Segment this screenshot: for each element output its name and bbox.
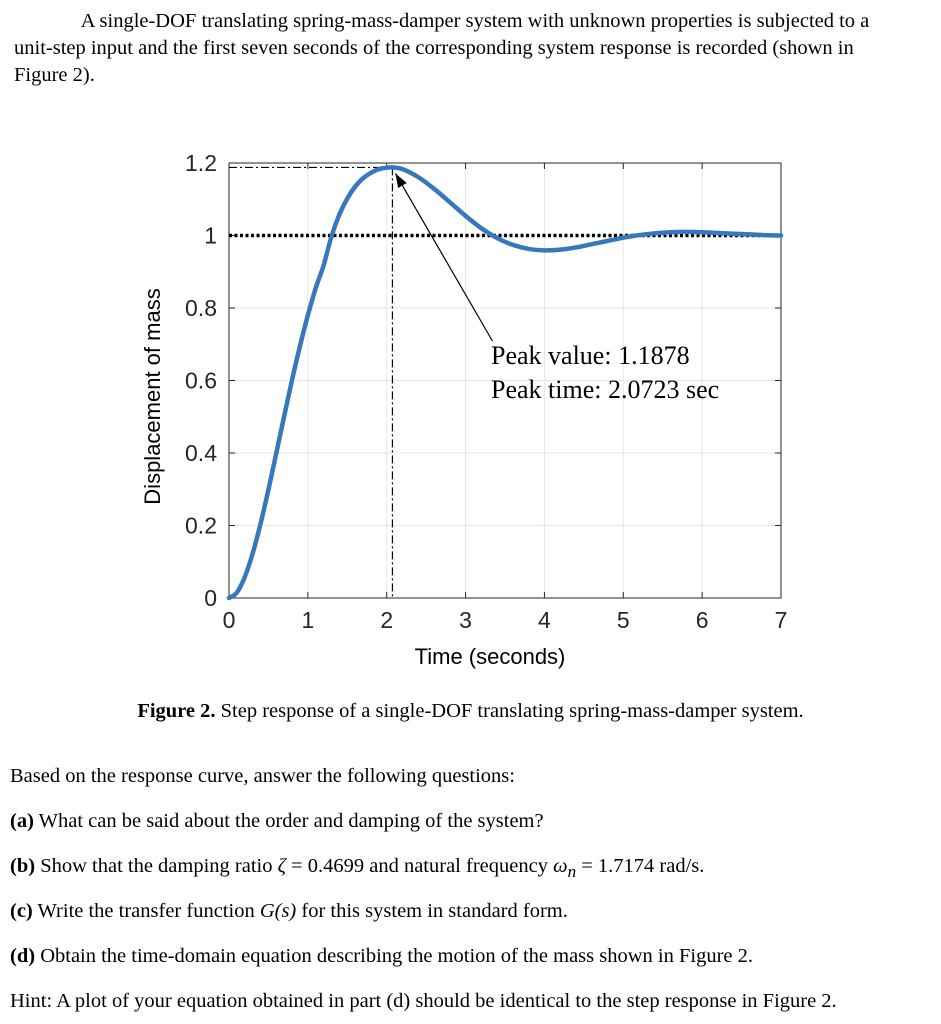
- x-tick-label: 4: [538, 607, 551, 633]
- question-b-text-1: Show that the damping ratio: [35, 855, 278, 877]
- y-tick-label: 0.2: [185, 512, 217, 539]
- question-b-text-2: = 0.4699 and natural frequency: [285, 855, 554, 877]
- y-tick-label: 0.4: [185, 440, 217, 466]
- question-d: [10, 942, 753, 970]
- omega-subscript: n: [567, 862, 577, 882]
- peak-time-annotation: Peak time: 2.0723 sec: [491, 375, 720, 404]
- y-tick-label: 0.8: [185, 295, 217, 321]
- question-d-label: (d): [10, 945, 36, 967]
- x-tick-label: 6: [695, 607, 709, 633]
- question-a-text: What can be said about the order and damping of the system?: [33, 810, 544, 832]
- x-tick-label: 5: [616, 607, 630, 633]
- x-axis-title: Time (seconds): [414, 644, 566, 669]
- y-tick-label: 1.2: [185, 150, 217, 176]
- question-c-text-1: Write the transfer function: [32, 900, 260, 922]
- question-b-text-3: = 1.7174 rad/s.: [576, 855, 705, 877]
- y-tick-label: 1: [204, 222, 217, 249]
- figure-caption: [0, 697, 941, 725]
- x-tick-label: 0: [222, 607, 236, 633]
- y-tick-label: 0: [204, 585, 217, 611]
- question-c-text-2: for this system in standard form.: [296, 900, 568, 922]
- x-tick-label: 1: [301, 607, 315, 633]
- question-a-label: (a): [10, 810, 34, 832]
- question-b: [10, 852, 704, 886]
- problem-line-1: A single-DOF translating spring-mass-damper system with unknown properties is subjected to a: [80, 10, 870, 32]
- questions-intro: Based on the response curve, answer the following questions:: [10, 765, 515, 787]
- problem-line-3: Figure 2).: [14, 64, 95, 86]
- x-tick-label: 2: [380, 607, 394, 633]
- zeta-symbol: ζ: [277, 855, 286, 877]
- y-axis-title: Displacement of mass: [140, 288, 165, 505]
- omega-symbol: ω: [553, 855, 568, 877]
- hint-text: Hint: A plot of your equation obtained in part (d) should be identical to the step response in Figure 2.: [10, 990, 837, 1012]
- transfer-function-symbol: G(s): [259, 900, 297, 922]
- peak-value-annotation: Peak value: 1.1878: [491, 341, 690, 370]
- question-b-label: (b): [10, 855, 36, 877]
- question-c-label: (c): [10, 900, 33, 922]
- question-c: [10, 897, 568, 925]
- x-tick-label: 3: [459, 607, 472, 633]
- y-tick-label: 0.6: [185, 367, 217, 394]
- figure-caption-text: Step response of a single-DOF translating spring-mass-damper system.: [215, 700, 804, 722]
- question-d-text: Obtain the time-domain equation describing the motion of the mass shown in Figure 2.: [35, 945, 754, 967]
- x-tick-label: 7: [774, 607, 788, 633]
- question-a: [10, 807, 544, 835]
- figure-caption-label: Figure 2.: [137, 700, 216, 722]
- problem-line-2: unit-step input and the first seven seconds of the corresponding system response is recorded (shown in: [14, 37, 854, 59]
